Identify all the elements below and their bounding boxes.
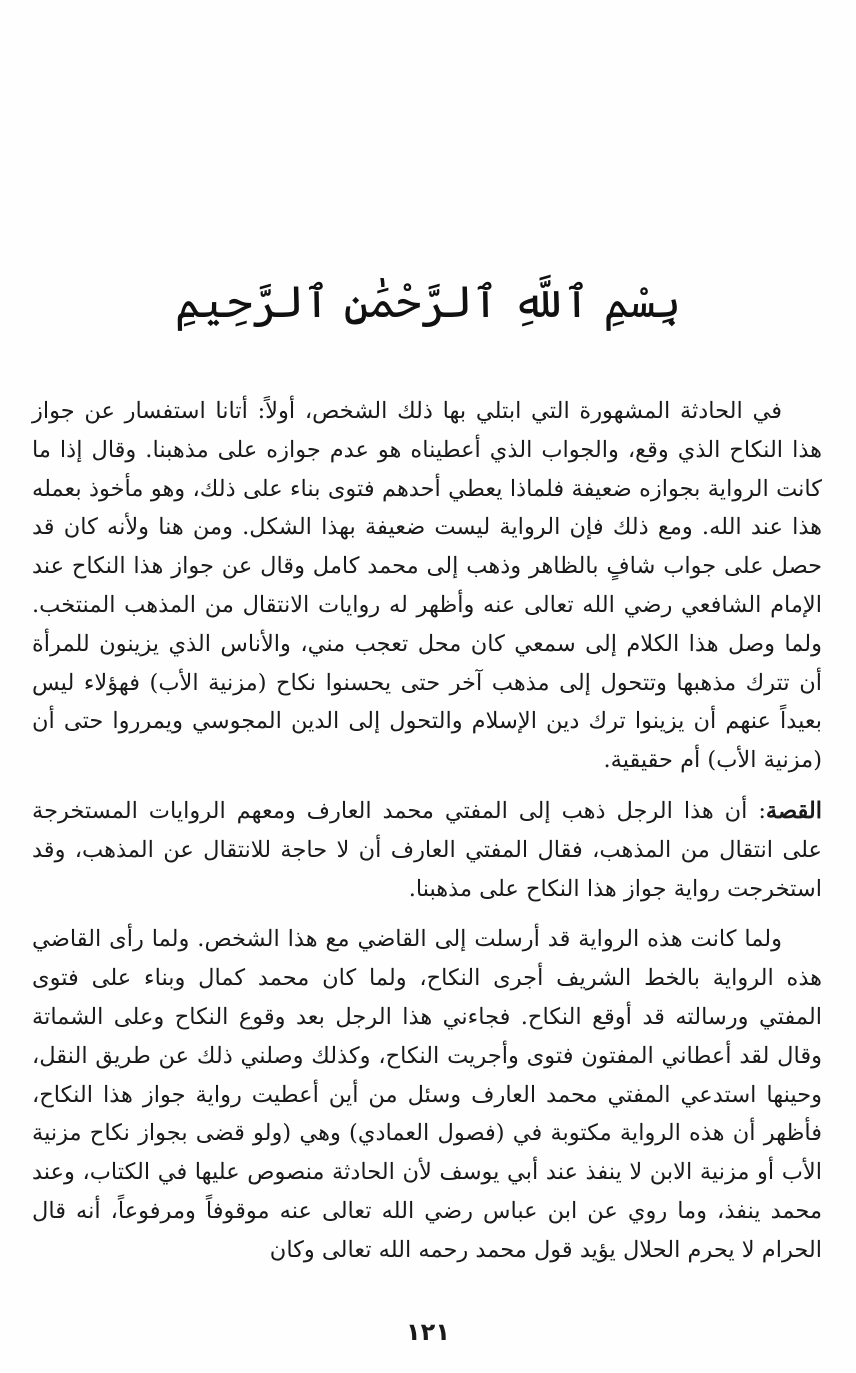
page-number: ١٢١ bbox=[406, 1318, 450, 1346]
main-text bbox=[32, 392, 822, 1270]
paragraph-1: في الحادثة المشهورة التي ابتلي بها ذلك الشخص، أولاً: أتانا استفسار عن جواز هذا النكاح الذي وقع، والجواب الذي أعطيناه هو عدم جوازه على مذهبنا. وقال إذا ما كانت الرواية بجوازه ضعيفة فلماذا يعطي أحدهم فتوى بناء على ذلك، وهو مأخوذ بعمله هذا عند الله. ومع ذلك فإن الرواية ليست ضعيفة بهذا الشكل. ومن هنا ولأنه كان قد حصل على جواب شافٍ بالظاهر وذهب إلى محمد كامل وقال عن جواز هذا النكاح عند الإمام الشافعي رضي الله تعالى عنه وأظهر له روايات الانتقال من المذهب المنتخب. ولما وصل هذا الكلام إلى سمعي كان محل تعجب مني، والأناس الذي يزينون للمرأة أن تترك مذهبها وتتحول إلى مذهب آخر حتى يحسنوا نكاح (مزنية الأب) فهؤلاء ليس بعيداً عنهم أن يزينوا ترك دين الإسلام والتحول إلى الدين المجوسي ويمرروا حتى أن (مزنية الأب) أم حقيقية. bbox=[32, 398, 822, 774]
story-label: القصة bbox=[765, 797, 822, 824]
paragraph-2 bbox=[32, 792, 822, 908]
paragraph-3: ولما كانت هذه الرواية قد أرسلت إلى القاضي مع هذا الشخص. ولما رأى القاضي هذه الرواية بالخط الشريف أجرى النكاح، ولما كان محمد كمال وبناء على فتوى المفتي ورسالته قد أوقع النكاح. فجاءني هذا الرجل بعد وقوع النكاح وعلى الشماتة وقال لقد أعطاني المفتون فتوى وأجريت النكاح، وكذلك وصلني ذلك عن طريق النقل، وحينها استدعي المفتي محمد العارف وسئل من أين أعطيت رواية جواز هذا النكاح، فأظهر أن هذه الرواية مكتوبة في (فصول العمادي) وهي (ولو قضى بجواز نكاح مزنية الأب أو مزنية الابن لا ينفذ عند أبي يوسف لأن الحادثة منصوص عليها في الكتاب، وعند محمد ينفذ، وما روي عن ابن عباس رضي الله تعالى عنه موقوفاً ومرفوعاً، أنه قال الحرام لا يحرم الحلال يؤيد قول محمد رحمه الله تعالى وكان bbox=[32, 926, 822, 1263]
basmala-heading: بِسْمِ ٱللَّهِ ٱلرَّحْمَٰنِ ٱلرَّحِيمِ bbox=[174, 277, 682, 328]
paragraph-2-text: : أن هذا الرجل ذهب إلى المفتي محمد العارف ومعهم الروايات المستخرجة على انتقال من المذهب، فقال المفتي العارف أن لا حاجة للانتقال عن المذهب، وقد استخرجت رواية جواز هذا النكاح على مذهبنا. bbox=[32, 797, 822, 902]
